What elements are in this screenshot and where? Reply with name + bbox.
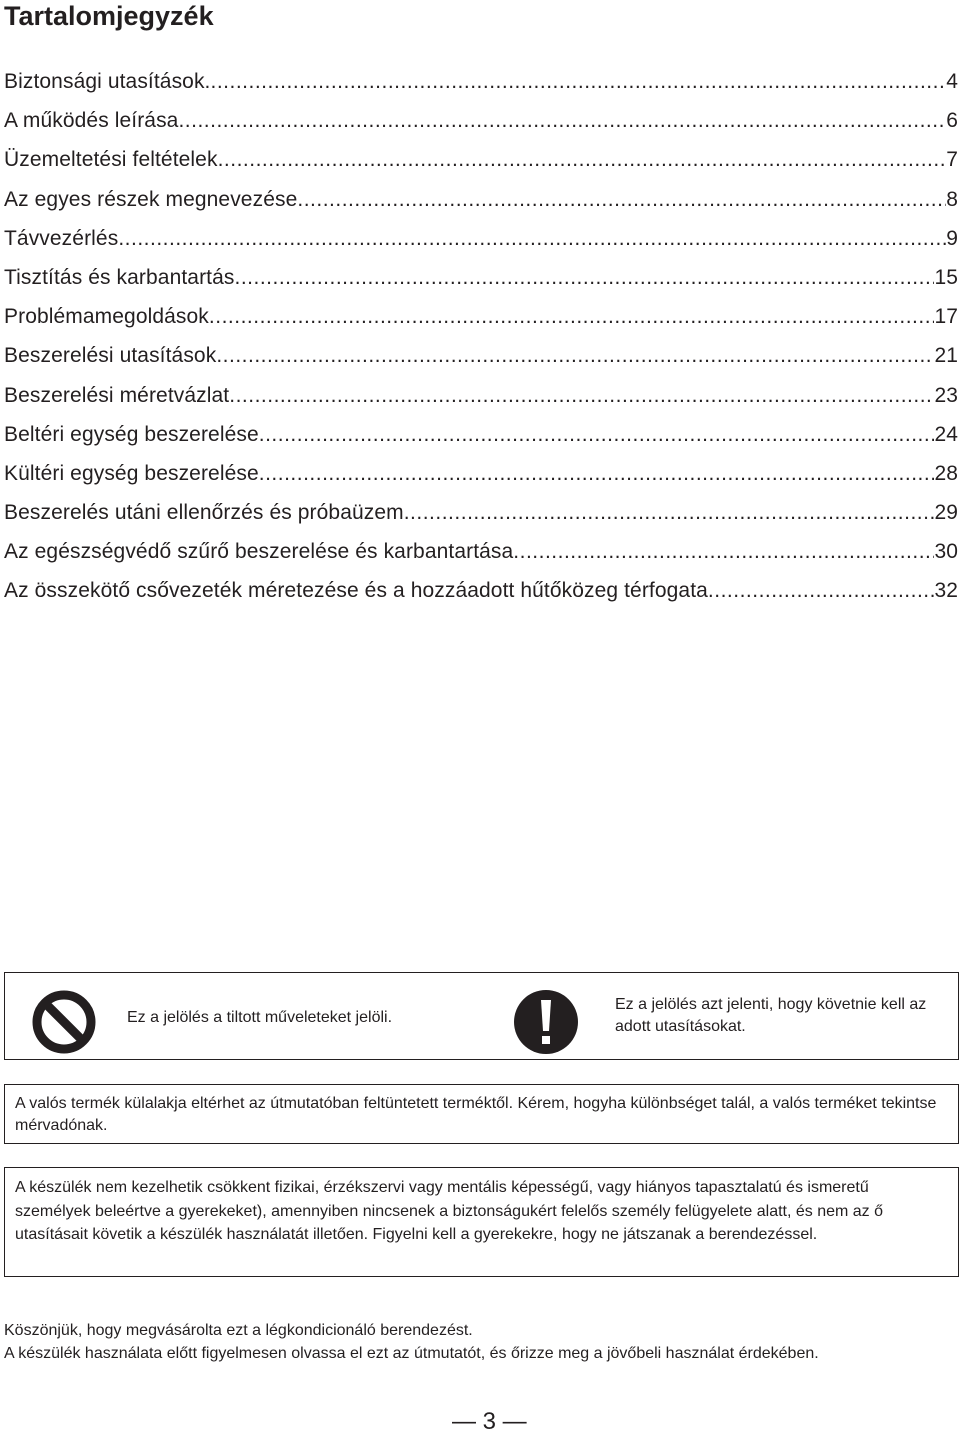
toc-entry[interactable]	[4, 571, 958, 610]
toc-entry-title: Az egészségvédő szűrő beszerelése és karbantartása	[4, 540, 514, 564]
toc-leader	[210, 62, 946, 101]
table-of-contents	[4, 62, 958, 611]
toc-entry-page: 21	[934, 344, 958, 368]
toc-entry-title: Beszerelési utasítások	[4, 344, 217, 368]
toc-entry-page: 23	[934, 383, 958, 407]
mandatory-symbol-text: Ez a jelölés azt jelenti, hogy követnie kell az adott utasításokat.	[615, 996, 927, 1035]
prohibited-icon	[31, 989, 97, 1055]
toc-leader	[218, 140, 947, 179]
prohibited-symbol-text: Ez a jelölés a tiltott műveleteket jelöli.	[127, 1009, 393, 1026]
toc-leader	[234, 258, 934, 297]
toc-entry[interactable]	[4, 219, 958, 258]
toc-leader	[229, 376, 934, 415]
toc-entry[interactable]	[4, 532, 958, 571]
toc-entry-title: Kültéri egység beszerelése	[4, 461, 259, 485]
appearance-notice: A valós termék külalakja eltérhet az útmutatóban feltüntetett terméktől. Kérem, hogyha különbséget talál, a valós terméket tekintse mérvadónak.	[4, 1084, 959, 1144]
toc-entry[interactable]	[4, 140, 958, 179]
toc-leader	[216, 336, 934, 375]
toc-leader	[259, 454, 935, 493]
toc-entry-title: Távvezérlés	[4, 226, 119, 250]
toc-entry-title: Biztonsági utasítások.	[4, 70, 211, 93]
toc-entry-page: 9	[946, 226, 958, 250]
toc-leader	[118, 219, 946, 258]
toc-entry-page: 4	[946, 70, 958, 93]
toc-entry[interactable]	[4, 180, 958, 219]
toc-entry[interactable]	[4, 376, 958, 415]
toc-entry-page: 7	[946, 148, 958, 172]
toc-leader	[178, 101, 946, 140]
toc-entry-page: 24	[934, 422, 958, 446]
toc-entry-title: A működés leírása	[4, 109, 179, 133]
toc-entry-page: 8	[946, 187, 958, 211]
toc-leader	[297, 180, 946, 219]
toc-entry-page: 15	[934, 265, 958, 289]
toc-entry[interactable]	[4, 297, 958, 336]
exclamation-icon	[513, 989, 579, 1055]
toc-entry[interactable]	[4, 454, 958, 493]
toc-entry-title: Üzemeltetési feltételek	[4, 148, 218, 172]
toc-entry[interactable]	[4, 62, 958, 101]
toc-entry-title: Beszerelés utáni ellenőrzés és próbaüzem	[4, 501, 404, 525]
toc-entry[interactable]	[4, 336, 958, 375]
toc-entry-page: 30	[934, 540, 958, 564]
symbol-legend-box	[4, 972, 959, 1060]
toc-entry-title: Beltéri egység beszerelése	[4, 422, 259, 446]
toc-entry-page: 32	[934, 579, 958, 603]
read-manual-line: A készülék használata előtt figyelmesen olvassa el ezt az útmutatót, és őrizze meg a jövőbeli használat érdekében.	[4, 1344, 819, 1362]
toc-entry[interactable]	[4, 493, 958, 532]
toc-entry-title: Problémamegoldások	[4, 305, 209, 329]
toc-entry-page: 6	[946, 109, 958, 133]
toc-leader	[513, 532, 934, 571]
toc-leader	[259, 415, 935, 454]
thank-you-text	[4, 1320, 959, 1365]
toc-entry-title: Beszerelési méretvázlat	[4, 383, 230, 407]
safety-notice: A készülék nem kezelhetik csökkent fizikai, érzékszervi vagy mentális képességű, vagy hiányos tapasztalatú és ismeretű személyek beleértve a gyerekeket), amennyiben nincsenek a biztonságukért felelős személy felügyelete alatt, és nem az ő utasításait követik a készülék használatát illetően. Figyelni kell a gyerekekre, hogy ne játszanak a berendezéssel.	[4, 1167, 959, 1277]
toc-entry[interactable]	[4, 415, 958, 454]
toc-entry-page: 29	[934, 501, 958, 525]
toc-entry-title: Az egyes részek megnevezése	[4, 187, 298, 211]
toc-entry-title: Az összekötő csővezeték méretezése és a hozzáadott hűtőközeg térfogata	[4, 579, 708, 603]
toc-entry-page: 17	[934, 305, 958, 329]
toc-entry-title: Tisztítás és karbantartás	[4, 265, 235, 289]
toc-entry[interactable]	[4, 101, 958, 140]
page-number: — 3 —	[452, 1408, 527, 1435]
toc-leader	[708, 571, 935, 610]
page-title: Tartalomjegyzék	[4, 1, 214, 31]
toc-entry-page: 28	[934, 461, 958, 485]
toc-leader	[404, 493, 935, 532]
toc-entry[interactable]	[4, 258, 958, 297]
toc-leader	[209, 297, 935, 336]
thank-you-line: Köszönjük, hogy megvásárolta ezt a légkondicionáló berendezést.	[4, 1322, 473, 1339]
